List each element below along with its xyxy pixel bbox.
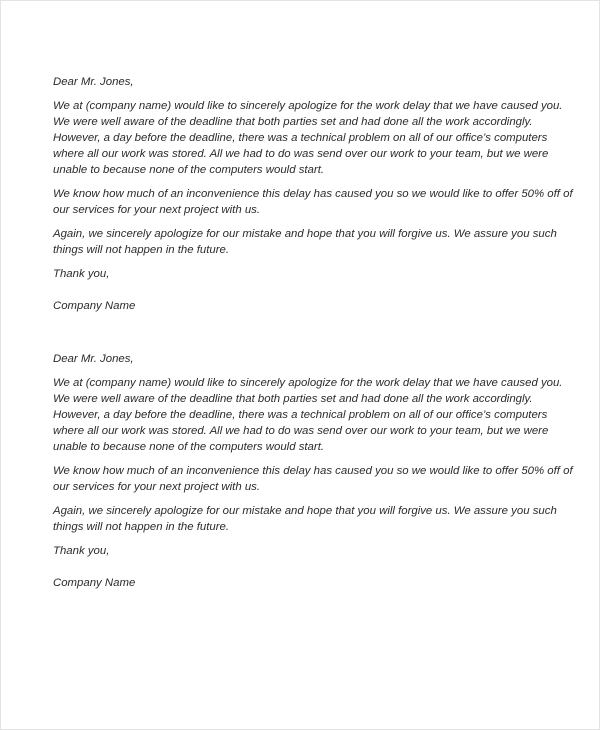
apology-letter [53,74,573,322]
body-paragraph: We know how much of an inconvenience this delay has caused you so we would like to offer 50% off of our services for your next project with us. [53,188,573,216]
closing: Thank you, [53,545,110,557]
signature: Company Name [53,300,136,312]
closing: Thank you, [53,268,110,280]
signature: Company Name [53,577,136,589]
body-paragraph: We at (company name) would like to sincerely apologize for the work delay that we have caused you. We were well aware of the deadline that both parties set and had done all the work accordingly. However, a day before the deadline, there was a technical problem on all of our office’s computers where all our work was stored. All we had to do was send over our work to your team, but we were unable to because none of the computers would start. [53,377,563,453]
body-paragraph: We know how much of an inconvenience this delay has caused you so we would like to offer 50% off of our services for your next project with us. [53,465,573,493]
salutation: Dear Mr. Jones, [53,76,134,88]
apology-letter [53,351,573,599]
body-paragraph: Again, we sincerely apologize for our mistake and hope that you will forgive us. We assure you such things will not happen in the future. [53,505,557,533]
salutation: Dear Mr. Jones, [53,353,134,365]
body-paragraph: Again, we sincerely apologize for our mistake and hope that you will forgive us. We assure you such things will not happen in the future. [53,228,557,256]
body-paragraph: We at (company name) would like to sincerely apologize for the work delay that we have caused you. We were well aware of the deadline that both parties set and had done all the work accordingly. However, a day before the deadline, there was a technical problem on all of our office’s computers where all our work was stored. All we had to do was send over our work to your team, but we were unable to because none of the computers would start. [53,100,563,176]
